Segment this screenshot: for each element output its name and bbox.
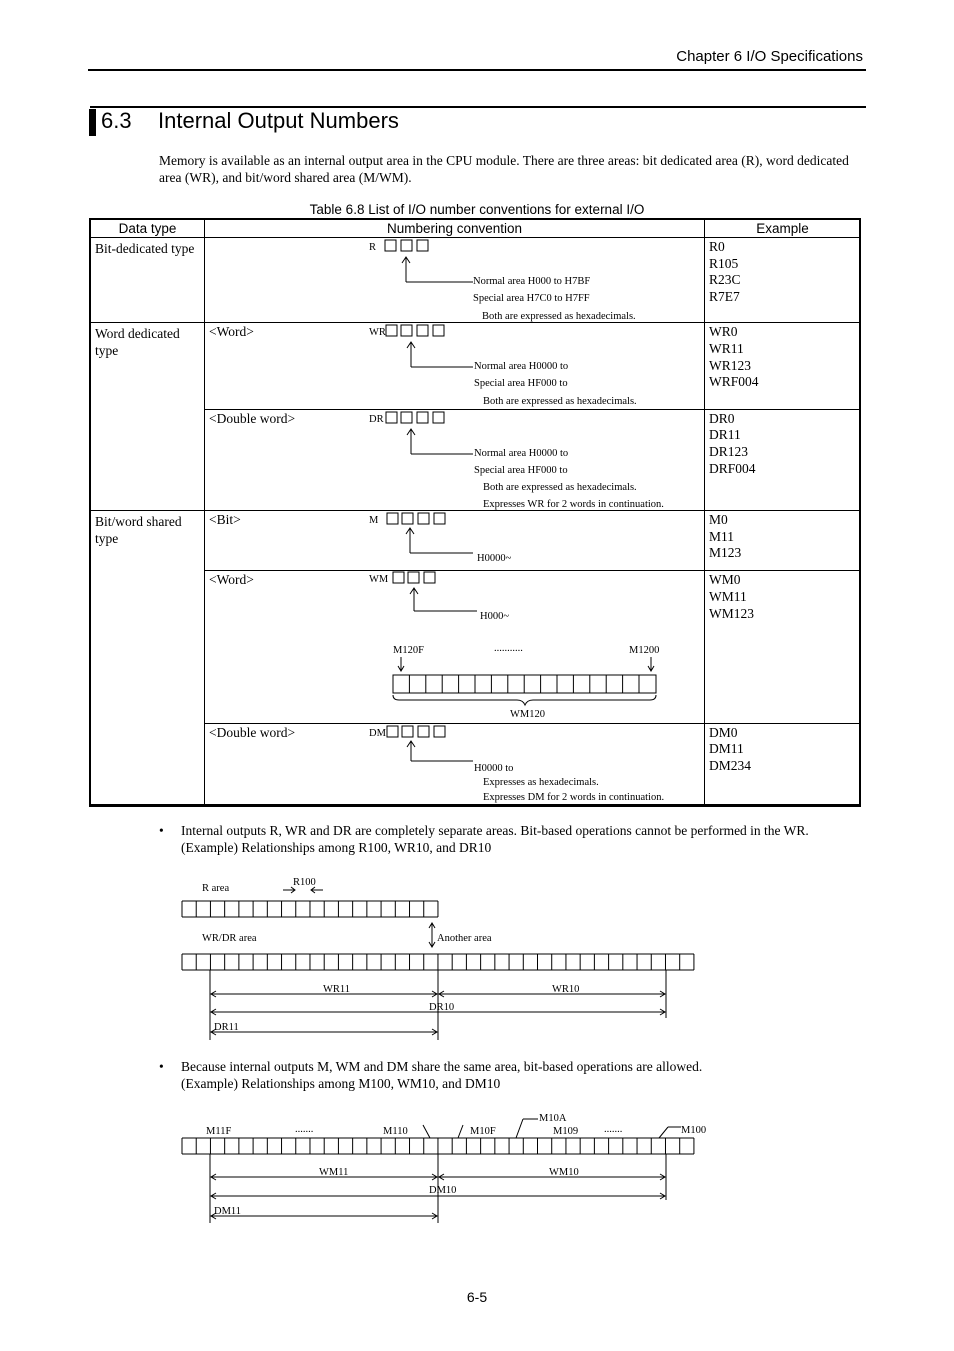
prefix-label: R xyxy=(369,242,377,254)
kind-label: <Word> xyxy=(209,572,254,588)
r100-label: R100 xyxy=(293,877,316,888)
example-value: DR123 xyxy=(709,444,749,460)
example-cell xyxy=(705,238,861,323)
bit-label-right: M1200 xyxy=(629,645,660,657)
example-value: M11 xyxy=(709,528,735,544)
header-convention: Numbering convention xyxy=(205,220,705,238)
note-text: Normal area H0000 to xyxy=(474,447,569,459)
data-type-cell: Bit/word shared type xyxy=(91,510,205,804)
digit-box xyxy=(434,513,445,524)
section-title xyxy=(101,108,399,134)
m-area-cells xyxy=(182,1138,694,1154)
digit-box xyxy=(418,513,429,524)
intro-paragraph: Memory is available as an internal output area in the CPU module. There are three areas: bit dedicated area (R), word dedicated area (WR), and bit/word shared area (M/WM). xyxy=(159,153,849,185)
note-text: H0000~ xyxy=(477,552,512,564)
example-value: DM234 xyxy=(709,758,752,774)
convention-diagram-dr xyxy=(205,410,705,511)
figure-r-wr-dr xyxy=(0,870,954,1045)
m100-label: M100 xyxy=(681,1125,707,1136)
r-area-cells xyxy=(182,901,438,917)
note-text: Expresses DM for 2 words in continuation. xyxy=(483,791,665,803)
note-text: Normal area H0000 to xyxy=(474,361,569,373)
dr10-label: DR10 xyxy=(429,1002,455,1013)
table-row xyxy=(91,238,861,323)
header-data-type: Data type xyxy=(91,220,205,238)
separation-arrow xyxy=(429,923,435,947)
digit-box xyxy=(408,572,419,583)
example-value: DM0 xyxy=(709,724,738,740)
table-row xyxy=(91,510,861,570)
down-arrow xyxy=(648,657,654,671)
kind-label: <Bit> xyxy=(209,511,241,527)
convention-diagram-r xyxy=(205,238,705,323)
ellipsis-label: ........... xyxy=(494,643,523,655)
digit-box xyxy=(424,572,435,583)
note-text: Both are expressed as hexadecimals. xyxy=(483,396,637,408)
header-rule xyxy=(88,69,866,71)
pointer-arrow xyxy=(410,588,477,611)
example-cell xyxy=(705,571,861,724)
wrdr-area-cells xyxy=(182,954,694,970)
section-number: 6.3 xyxy=(101,108,132,133)
note-text: Special area H7C0 to H7FF xyxy=(473,293,590,305)
io-conventions-table xyxy=(90,219,861,805)
bullet-dot: • xyxy=(159,823,164,838)
pointer-arrow xyxy=(407,342,473,367)
data-type-cell: Bit-dedicated type xyxy=(91,238,205,323)
note-text: Both are expressed as hexadecimals. xyxy=(483,481,637,493)
example-value: DM11 xyxy=(709,741,744,757)
bullet-example-line: (Example) Relationships among R100, WR10, and DR10 xyxy=(181,839,492,855)
digit-box xyxy=(433,325,444,336)
digit-box xyxy=(401,325,412,336)
prefix-label: WM xyxy=(369,574,389,586)
wr10-label: WR10 xyxy=(552,984,580,995)
table-caption: Table 6.8 List of I/O number conventions for external I/O xyxy=(309,202,645,217)
section-title-text: Internal Output Numbers xyxy=(158,108,399,133)
example-value: R0 xyxy=(709,239,725,255)
bullet-item-shared-area xyxy=(159,1059,859,1092)
note-text: H0000 to xyxy=(474,762,514,774)
example-cell xyxy=(705,510,861,570)
digit-box xyxy=(402,726,413,737)
digit-box xyxy=(402,513,413,524)
kind-label: <Double word> xyxy=(209,410,296,426)
example-cell xyxy=(705,409,861,510)
wr11-label: WR11 xyxy=(323,984,351,995)
page-number: 6-5 xyxy=(466,1289,488,1305)
dr11-label: DR11 xyxy=(214,1022,239,1033)
kind-label: <Double word> xyxy=(209,724,296,740)
example-value: DR0 xyxy=(709,410,735,426)
note-text: Normal area H000 to H7BF xyxy=(473,276,591,288)
example-value: WM11 xyxy=(709,588,747,604)
note-text: Expresses as hexadecimals. xyxy=(483,776,599,788)
example-value: WR11 xyxy=(709,341,744,357)
digit-box xyxy=(386,412,397,423)
wm11-label: WM11 xyxy=(319,1167,349,1178)
note-text: Both are expressed as hexadecimals. xyxy=(482,311,636,323)
example-value: WM123 xyxy=(709,605,754,621)
prefix-label: WR xyxy=(369,327,386,339)
example-value: DRF004 xyxy=(709,460,756,476)
digit-box xyxy=(417,240,428,251)
digit-box xyxy=(401,240,412,251)
dm10-label: DM10 xyxy=(429,1185,457,1196)
digit-box xyxy=(417,412,428,423)
pointer-arrow xyxy=(407,429,473,454)
digit-box xyxy=(433,412,444,423)
ellipsis-label: ....... xyxy=(295,1124,314,1135)
convention-diagram-wm xyxy=(205,571,705,723)
convention-cell xyxy=(205,238,705,323)
dr11-span-arrow xyxy=(211,1029,437,1035)
digit-box xyxy=(401,412,412,423)
digit-box xyxy=(385,240,396,251)
prefix-label: M xyxy=(369,514,379,526)
example-value: M0 xyxy=(709,511,728,527)
example-value: WR0 xyxy=(709,324,738,340)
bullet-text: Internal outputs R, WR and DR are completely separate areas. Bit-based operations cannot be performed in the WR. xyxy=(181,823,809,838)
r-area-label: R area xyxy=(202,883,230,894)
note-text: Special area HF000 to xyxy=(474,464,568,476)
down-arrow xyxy=(398,657,404,671)
table-row xyxy=(91,409,861,510)
convention-diagram-m xyxy=(205,511,705,571)
m11f-label: M11F xyxy=(206,1126,232,1137)
m10a-label: M10A xyxy=(539,1113,567,1124)
another-area-label: Another area xyxy=(437,933,492,944)
pointer-arrow xyxy=(407,741,473,761)
wrdr-area-label: WR/DR area xyxy=(202,933,257,944)
digit-box xyxy=(393,572,404,583)
example-cell xyxy=(705,323,861,409)
digit-box xyxy=(418,726,429,737)
convention-diagram-dm xyxy=(205,724,705,805)
convention-cell xyxy=(205,323,705,409)
convention-diagram-wr xyxy=(205,323,705,409)
m10f-label: M10F xyxy=(470,1126,496,1137)
bullet-dot: • xyxy=(159,1059,164,1074)
note-text: H000~ xyxy=(480,611,510,623)
example-value: M123 xyxy=(709,545,742,561)
example-value: WRF004 xyxy=(709,374,759,390)
word-label: WM120 xyxy=(510,709,545,721)
word-brace xyxy=(393,695,656,705)
convention-cell xyxy=(205,723,705,804)
header-example: Example xyxy=(705,220,861,238)
chapter-header: Chapter 6 I/O Specifications xyxy=(676,48,863,65)
digit-box xyxy=(417,325,428,336)
digit-box xyxy=(386,325,397,336)
digit-box xyxy=(434,726,445,737)
bullet-item-separate-areas xyxy=(159,823,859,856)
figure-m-wm-dm xyxy=(0,1105,954,1230)
example-value: WM0 xyxy=(709,572,741,588)
section-marker-bar xyxy=(89,109,96,136)
example-value: R23C xyxy=(709,272,741,288)
kind-label: <Word> xyxy=(209,324,254,340)
prefix-label: DR xyxy=(369,413,384,425)
prefix-label: DM xyxy=(369,727,386,739)
bullet-example-line: (Example) Relationships among M100, WM10, and DM10 xyxy=(181,1075,501,1091)
example-value: R105 xyxy=(709,255,739,271)
bit-label-left: M120F xyxy=(393,645,424,657)
m110-label: M110 xyxy=(383,1126,408,1137)
note-text: Expresses WR for 2 words in continuation. xyxy=(483,498,664,510)
data-type-cell: Word dedicated type xyxy=(91,323,205,511)
table-row xyxy=(91,571,861,724)
pointer-arrow xyxy=(406,528,473,553)
note-text: Special area HF000 to xyxy=(474,378,568,390)
register-cells xyxy=(409,675,639,693)
example-cell xyxy=(705,723,861,804)
table-row xyxy=(91,323,861,409)
convention-cell xyxy=(205,571,705,724)
pointer-arrow xyxy=(402,257,473,282)
example-value: WR123 xyxy=(709,357,751,373)
dm11-span-arrow xyxy=(211,1213,437,1219)
example-value: R7E7 xyxy=(709,289,740,305)
convention-cell xyxy=(205,510,705,570)
table-row xyxy=(91,723,861,804)
digit-box xyxy=(387,726,398,737)
convention-cell xyxy=(205,409,705,510)
bullet-text: Because internal outputs M, WM and DM share the same area, bit-based operations are allowed. xyxy=(181,1059,703,1074)
example-value: DR11 xyxy=(709,427,741,443)
ellipsis-label: ....... xyxy=(604,1124,623,1135)
dm11-label: DM11 xyxy=(214,1206,242,1217)
wm10-label: WM10 xyxy=(549,1167,579,1178)
table-header-row xyxy=(91,220,861,238)
m109-label: M109 xyxy=(553,1126,579,1137)
digit-box xyxy=(387,513,398,524)
